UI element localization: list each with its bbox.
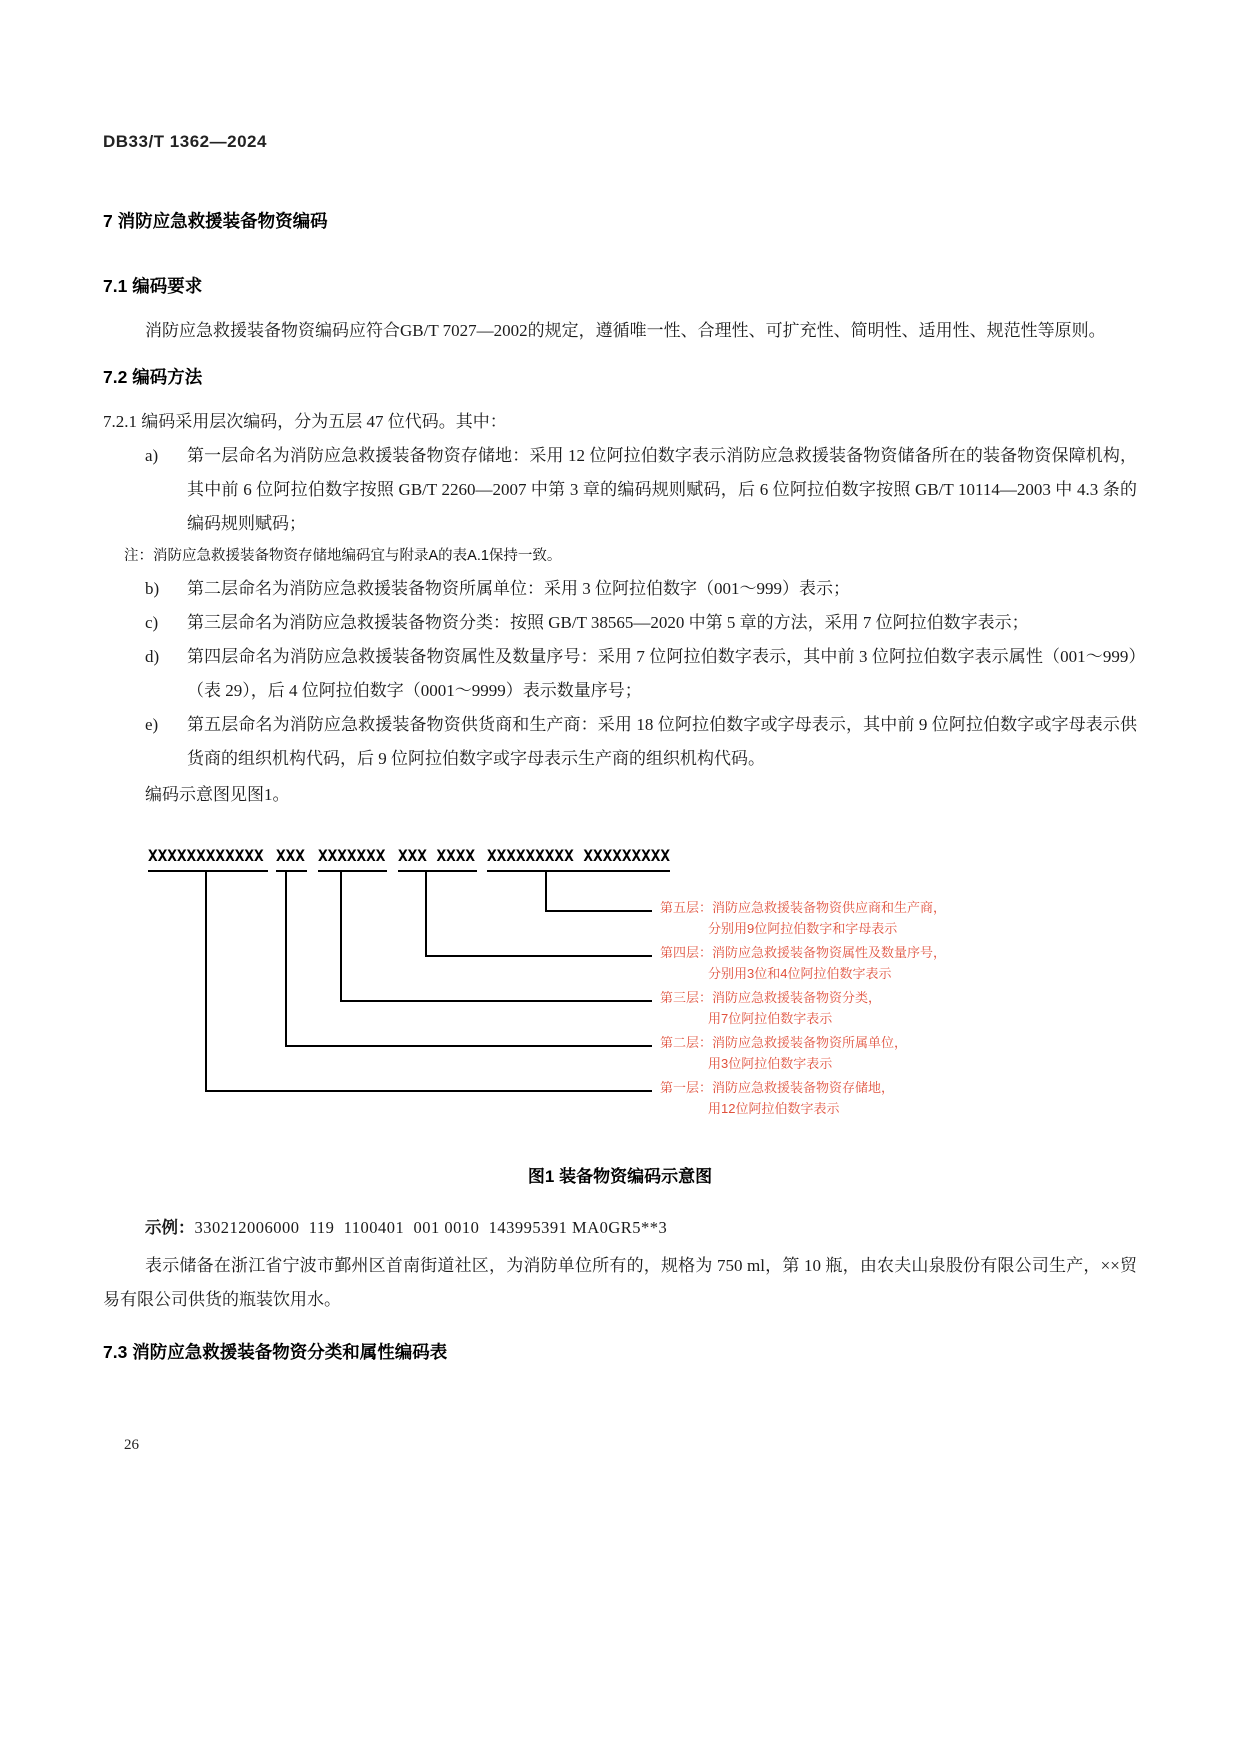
- connector-horizontal-layer5: [545, 910, 652, 912]
- segment-underline-1: [148, 870, 268, 872]
- segment-underline-4: [398, 870, 477, 872]
- list-marker-d: d): [145, 647, 160, 666]
- connector-horizontal-layer3: [340, 1000, 652, 1002]
- figure-label-layer2-line2: 用3位阿拉伯数字表示: [708, 1056, 833, 1071]
- doc-number: DB33/T 1362—2024: [103, 132, 267, 151]
- connector-horizontal-layer1: [205, 1090, 652, 1092]
- figure-label-layer4-line1: 第四层：消防应急救援装备物资属性及数量序号，: [660, 945, 947, 960]
- list-text-b: 第二层命名为消防应急救援装备物资所属单位：采用 3 位阿拉伯数字（001～999）表示；: [187, 579, 850, 598]
- list-item-e: [103, 708, 1137, 776]
- connector-vertical-layer5: [545, 871, 547, 911]
- connector-vertical-layer2: [285, 871, 287, 1046]
- section-heading-7-2: 7.2 编码方法: [103, 367, 203, 387]
- figure-label-layer3: [660, 987, 990, 1029]
- list-marker-a: a): [145, 446, 159, 465]
- figure-label-layer1: [660, 1077, 990, 1119]
- code-segment-layer3: XXXXXXX: [318, 846, 386, 865]
- section-heading-7: 7 消防应急救援装备物资编码: [103, 211, 328, 231]
- list-item-c: [103, 606, 1137, 640]
- connector-horizontal-layer2: [285, 1045, 652, 1047]
- paragraph-7-2-1: 7.2.1 编码采用层次编码，分为五层 47 位代码。其中：: [103, 412, 507, 431]
- figure-label-layer4: [660, 942, 990, 984]
- figure-label-layer1-line2: 用12位阿拉伯数字表示: [708, 1101, 840, 1116]
- example-description: 表示储备在浙江省宁波市鄞州区首南街道社区，为消防单位所有的，规格为 750 ml，第 10 瓶，由农夫山泉股份有限公司生产，××贸易有限公司供货的瓶装饮用水。: [103, 1256, 1137, 1309]
- figure-label-layer1-line1: 第一层：消防应急救援装备物资存储地，: [660, 1080, 895, 1095]
- example-label: 示例：: [145, 1219, 195, 1237]
- figure-label-layer3-line2: 用7位阿拉伯数字表示: [708, 1011, 833, 1026]
- list-text-a: 第一层命名为消防应急救援装备物资存储地：采用 12 位阿拉伯数字表示消防应急救援装备物资储备所在的装备物资保障机构，其中前 6 位阿拉伯数字按照 GB/T 2260—2007 中第 3 章的编码规则赋码，后 6 位阿拉伯数字按照 GB/T 10114—2003 中 4.3 条的编码规则赋码；: [187, 446, 1137, 533]
- connector-vertical-layer3: [340, 871, 342, 1001]
- paragraph-7-1: 消防应急救援装备物资编码应符合GB/T 7027—2002的规定，遵循唯一性、合理性、可扩充性、简明性、适用性、规范性等原则。: [145, 321, 1106, 340]
- connector-horizontal-layer4: [425, 955, 652, 957]
- figure-label-layer2: [660, 1032, 990, 1074]
- figure-1-coding-diagram: [103, 842, 1137, 1142]
- connector-vertical-layer4: [425, 871, 427, 956]
- section-heading-7-3: 7.3 消防应急救援装备物资分类和属性编码表: [103, 1342, 448, 1362]
- code-segment-layer1: XXXXXXXXXXXX: [148, 846, 264, 865]
- segment-underline-3: [318, 870, 387, 872]
- figure-label-layer3-line1: 第三层：消防应急救援装备物资分类，: [660, 990, 882, 1005]
- figure-intro: 编码示意图见图1。: [145, 785, 290, 804]
- list-item-a: [103, 439, 1137, 541]
- example-line: [103, 1213, 1137, 1243]
- list-marker-b: b): [145, 579, 160, 598]
- figure-label-layer2-line1: 第二层：消防应急救援装备物资所属单位，: [660, 1035, 908, 1050]
- example-code: 330212006000 119 1100401 001 0010 143995391 MA0GR5**3: [194, 1218, 668, 1237]
- connector-vertical-layer1: [205, 871, 207, 1091]
- note-storage-code: 注：消防应急救援装备物资存储地编码宜与附录A的表A.1保持一致。: [124, 548, 562, 564]
- figure-caption: 图1 装备物资编码示意图: [527, 1167, 713, 1186]
- list-marker-c: c): [145, 613, 159, 632]
- list-text-d: 第四层命名为消防应急救援装备物资属性及数量序号：采用 7 位阿拉伯数字表示，其中前 3 位阿拉伯数字表示属性（001～999）（表 29），后 4 位阿拉伯数字（0001～9999）表示数量序号；: [187, 647, 1137, 700]
- figure-label-layer5-line2: 分别用9位阿拉伯数字和字母表示: [708, 921, 898, 936]
- list-item-d: [103, 640, 1137, 708]
- code-segment-layer5: XXXXXXXXX XXXXXXXXX: [487, 846, 671, 865]
- figure-label-layer5-line1: 第五层：消防应急救援装备物资供应商和生产商，: [660, 900, 947, 915]
- list-marker-e: e): [145, 715, 159, 734]
- list-text-e: 第五层命名为消防应急救援装备物资供货商和生产商：采用 18 位阿拉伯数字或字母表示，其中前 9 位阿拉伯数字或字母表示供货商的组织机构代码，后 9 位阿拉伯数字或字母表示生产商的组织机构代码。: [187, 715, 1137, 768]
- figure-label-layer5: [660, 897, 990, 939]
- list-text-c: 第三层命名为消防应急救援装备物资分类：按照 GB/T 38565—2020 中第 5 章的方法，采用 7 位阿拉伯数字表示；: [187, 613, 1029, 632]
- code-segment-layer2: XXX: [276, 846, 305, 865]
- figure-label-layer4-line2: 分别用3位和4位阿拉伯数字表示: [708, 966, 892, 981]
- segment-underline-2: [276, 870, 307, 872]
- segment-underline-5: [487, 870, 670, 872]
- code-segment-layer4: XXX XXXX: [398, 846, 476, 865]
- page-number: 26: [124, 1437, 139, 1453]
- list-item-b: [103, 572, 1137, 606]
- section-heading-7-1: 7.1 编码要求: [103, 276, 203, 296]
